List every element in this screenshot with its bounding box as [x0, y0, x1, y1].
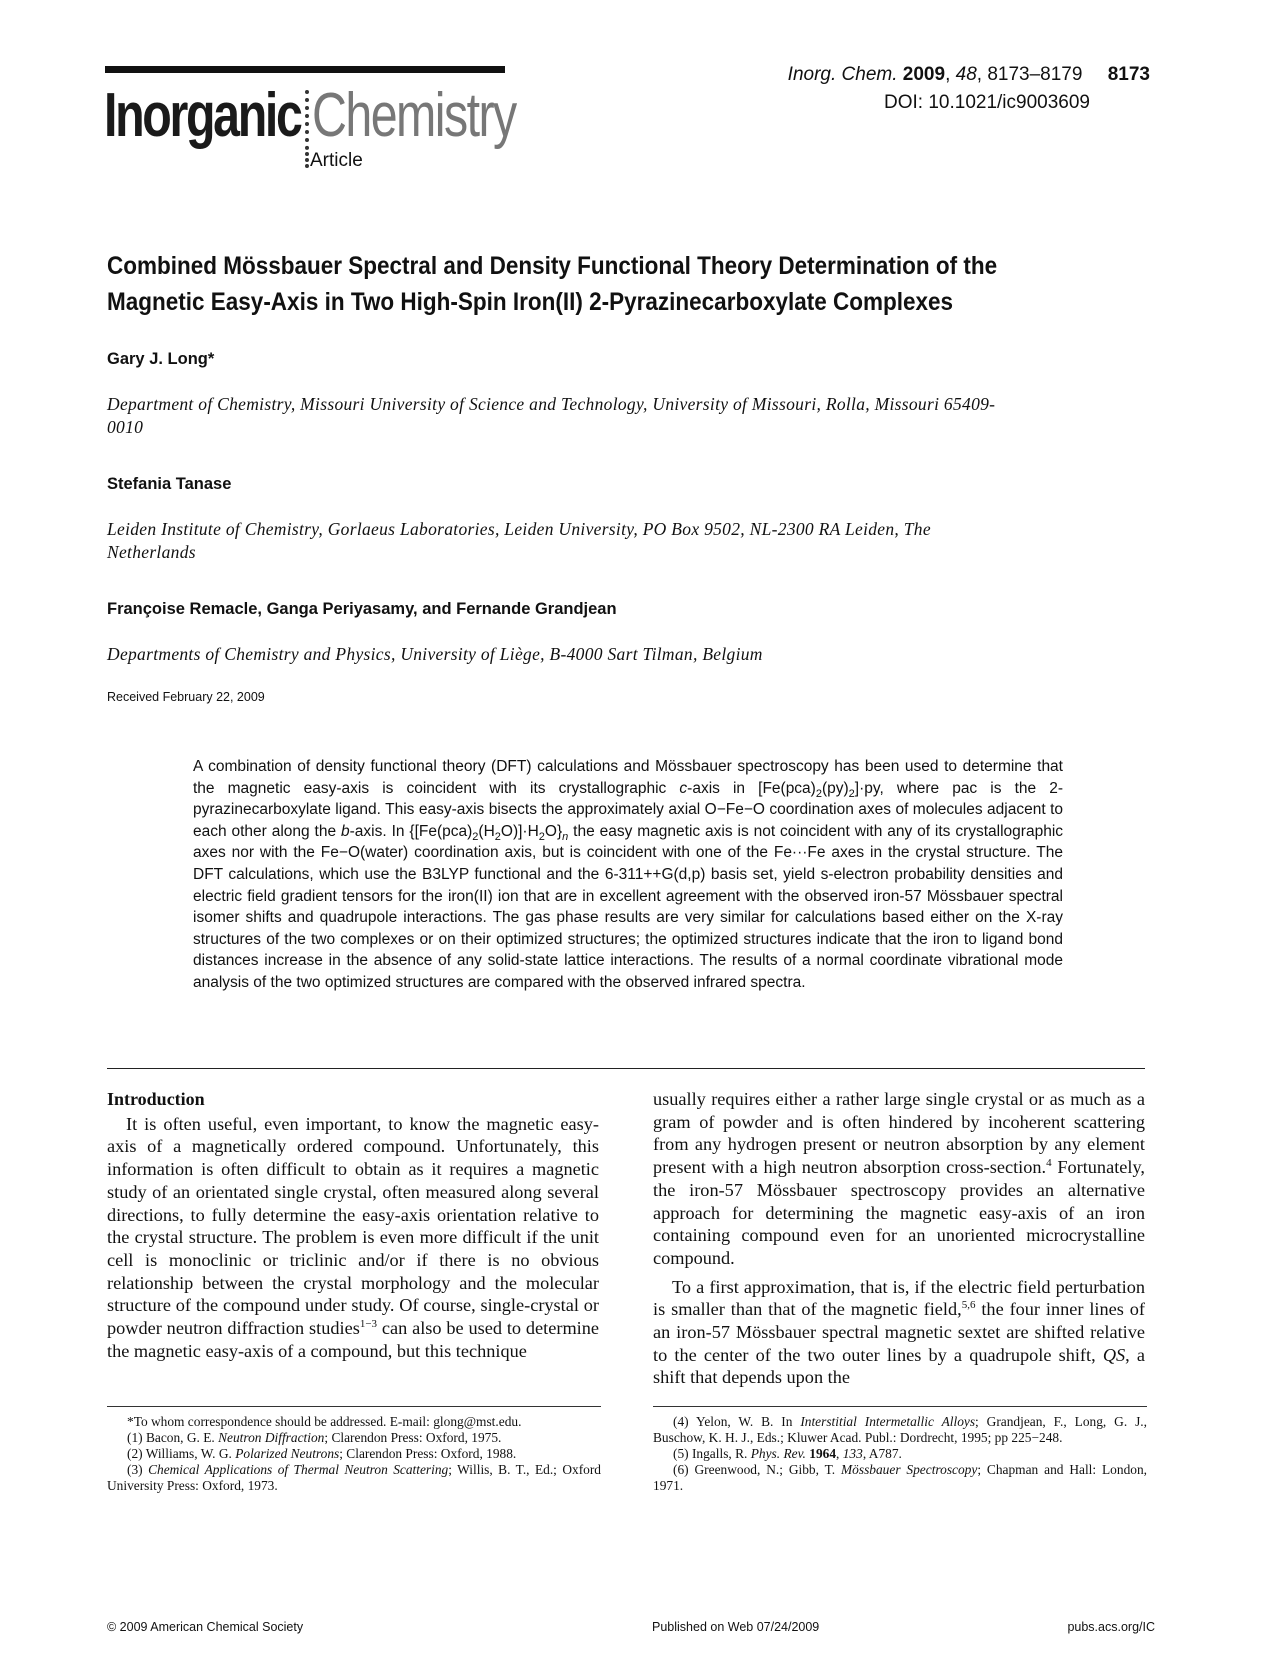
body-column-left [107, 1088, 599, 1362]
author-2: Stefania Tanase [107, 475, 232, 493]
intro-paragraph-2: To a first approximation, that is, if the electric field perturbation is smaller than that of the magnetic field,$^{5,6}$ the four inner lines of an iron-57 Mössbauer spectral magnetic sextet are shifted relative to the center of the two outer lines by a quadrupole shift, QS, a shift that depends upon the [653, 1276, 1145, 1388]
footer-copyright: © 2009 American Chemical Society [107, 1620, 304, 1634]
footnote-rule-left [107, 1406, 601, 1407]
journal-citation: Inorg. Chem. 2009, 48, 8173–8179 8173 [787, 64, 1150, 85]
author-1: Gary J. Long* [107, 350, 215, 368]
journal-name: Inorg. Chem. [787, 64, 898, 85]
logo-word-chemistry: Chemistry [312, 81, 516, 150]
footnote-4: (4) Yelon, W. B. In Interstitial Intermetallic Alloys; Grandjean, F., Long, G. J., Buschow, K. H. J., Eds.; Kluwer Acad. Publ.: Dordrecht, 1995; pp 225−248. [653, 1414, 1147, 1445]
received-date: Received February 22, 2009 [107, 690, 265, 704]
footnote-5: (5) Ingalls, R. Phys. Rev. 1964, 133, A787. [673, 1446, 902, 1461]
affiliation-2: Leiden Institute of Chemistry, Gorlaeus Laboratories, Leiden University, PO Box 9502, NL-2300 RA Leiden, The Netherlands [107, 519, 931, 562]
footer-published: Published on Web 07/24/2009 [652, 1620, 820, 1634]
footnote-6: (6) Greenwood, N.; Gibb, T. Mössbauer Spectroscopy; Chapman and Hall: London, 1971. [653, 1462, 1147, 1493]
article-title: Combined Mössbauer Spectral and Density Functional Theory Determination of the Magnetic Easy-Axis in Two High-Spin Iron(II) 2-Pyrazinecarboxylate Complexes [107, 252, 998, 316]
section-heading-introduction: Introduction [107, 1089, 205, 1109]
section-divider [107, 1068, 1145, 1069]
logo-article-tag: Article [310, 150, 363, 171]
footnote-2: (2) Williams, W. G. Polarized Neutrons; Clarendon Press: Oxford, 1988. [127, 1446, 517, 1461]
footnote-rule-right [653, 1406, 1147, 1407]
footer-site-link[interactable]: pubs.acs.org/IC [1067, 1620, 1155, 1634]
intro-paragraph-1-cont: usually requires either a rather large single crystal or as much as a gram of powder and is often hindered by incoherent scattering from any hydrogen present or neutron absorption by any element present with a high neutron absorption cross-section.$^4$ Fortunately, the iron-57 Mössbauer spectroscopy provides an alternative approach for determining the magnetic easy-axis of an iron containing compound even for an unoriented microcrystalline compound. [653, 1089, 1145, 1268]
journal-pages: 8173–8179 [987, 64, 1083, 85]
abstract: A combination of density functional theory (DFT) calculations and Mössbauer spectroscopy has been used to determine that the magnetic easy-axis is coincident with its crystallographic c-axis in $[Fe(pca)_2(py)_2]\cdot py$, where pac is the 2-pyrazinecarboxylate ligand. This easy-axis bisects the approximately axial O−Fe−O coordination axes of molecules adjacent to each other along the b-axis. In $\{[Fe(pca)_2(H_2O)]\cdot H_2O\}_n$ the easy magnetic axis is not coincident with any of its crystallographic axes nor with the Fe−O(water) coordination axis, but is coincident with one of the Fe···Fe axes in the crystal structure. The DFT calculations, which use the B3LYP functional and the 6-311++G(d,p) basis set, yield s-electron probability densities and electric field gradient tensors for the iron(II) ion that are in excellent agreement with the observed iron-57 Mössbauer spectral isomer shifts and quadrupole interactions. The gas phase results are very similar for calculations based either on the X-ray structures of the two complexes or on their optimized structures; the optimized structures indicate that the iron to ligand bond distances increase in the absence of any solid-state lattice interactions. The results of a normal coordinate vibrational mode analysis of the two optimized structures are compared with the observed infrared spectra. [193, 758, 1064, 991]
author-3: Françoise Remacle, Ganga Periyasamy, and Fernande Grandjean [107, 600, 617, 618]
journal-volume: 48 [955, 64, 977, 85]
footnote-correspondence: *To whom correspondence should be addressed. E-mail: glong@mst.edu. [127, 1414, 522, 1429]
footnotes-right [653, 1414, 1147, 1494]
intro-paragraph-1: It is often useful, even important, to know the magnetic easy-axis of a magnetically ordered compound. Unfortunately, this information is often difficult to obtain as it requires a magnetic study of an orientated single crystal, often measured along several directions, to fully determine the easy-axis orientation relative to the crystal structure. The problem is even more difficult if the unit cell is monoclinic or triclinic and/or if there is no obvious relationship between the crystal morphology and the molecular structure of the compound under study. Of course, single-crystal or powder neutron diffraction studies$^{1-3}$ can also be used to determine the magnetic easy-axis of a compound, but this technique [107, 1113, 599, 1361]
footnotes-left [107, 1414, 601, 1494]
page-number: 8173 [1107, 64, 1150, 85]
body-column-right [653, 1088, 1145, 1389]
doi[interactable]: DOI: 10.1021/ic9003609 [884, 92, 1090, 113]
journal-year: 2009 [902, 64, 946, 85]
affiliation-3: Departments of Chemistry and Physics, University of Liège, B-4000 Sart Tilman, Belgium [107, 644, 763, 664]
footnote-3: (3) Chemical Applications of Thermal Neutron Scattering; Willis, B. T., Ed.; Oxford University Press: Oxford, 1973. [107, 1462, 602, 1493]
logo-word-inorganic: Inorganic [104, 81, 301, 150]
affiliation-1: Department of Chemistry, Missouri University of Science and Technology, University of Missouri, Rolla, Missouri 65409-0010 [107, 394, 996, 437]
logo-top-bar [105, 66, 505, 73]
footnote-1: (1) Bacon, G. E. Neutron Diffraction; Clarendon Press: Oxford, 1975. [127, 1430, 502, 1445]
